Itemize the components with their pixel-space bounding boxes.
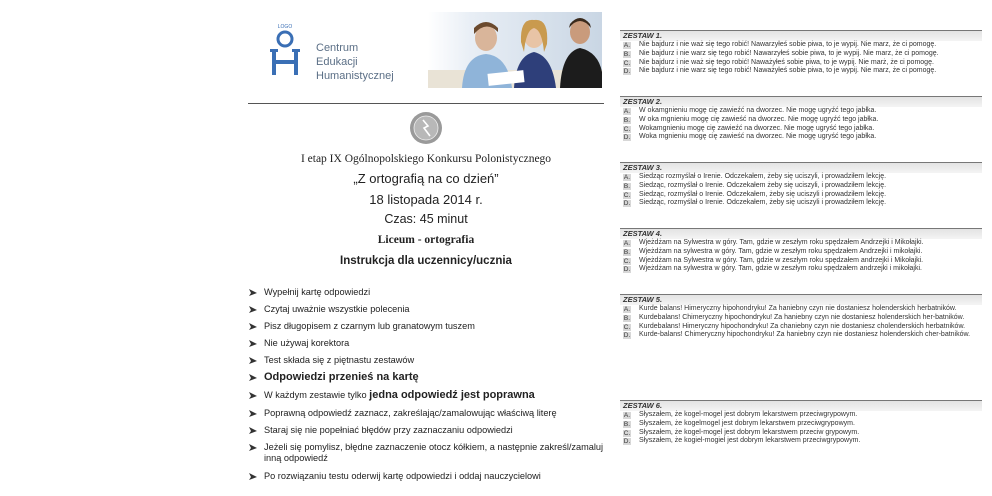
option-letter: D.: [623, 266, 631, 274]
option-text: Siedząc, rozmyślał o Irenie. Odczekałem żeby się uciszyli, i prowadziłem lekcję.: [639, 181, 887, 189]
option-text: Kurdebalans! Chimeryczny hipochondryku! Za haniebny czyn nie dostaniesz holenderskich her-batników.: [639, 313, 965, 321]
instruction-text: Nie używaj korektora: [264, 338, 350, 348]
option-letter: D.: [623, 438, 631, 446]
answer-option[interactable]: [620, 59, 982, 68]
set-label: ZESTAW 2.: [620, 96, 982, 107]
option-text: Wokamgnieniu mogę cię zawieźć na dworzec. Nie mogę ugryść tego jabłka.: [639, 124, 875, 132]
instruction-text: Jeżeli się pomylisz, błędne zaznaczenie otocz kółkiem, a następnie zakreśl/zamaluj inną odpowiedź: [264, 442, 604, 463]
answer-option[interactable]: [620, 331, 982, 340]
answer-option[interactable]: [620, 411, 982, 420]
option-letter: A.: [623, 42, 631, 49]
answer-option[interactable]: [620, 265, 982, 274]
arrow-bullet-icon: [248, 355, 258, 365]
org-name-line: Centrum: [316, 42, 359, 54]
answer-option[interactable]: [620, 314, 982, 323]
answer-option[interactable]: [620, 173, 982, 182]
question-set: [620, 96, 982, 142]
option-letter: C.: [623, 125, 631, 133]
set-label: ZESTAW 3.: [620, 162, 982, 173]
option-text: Siedząc rozmyślał o Irenie. Odczekałem, żeby się uciszyli, i prowadziłem lekcję.: [639, 173, 887, 180]
question-set: [620, 294, 982, 340]
option-text: Siedząc, rozmyślał o Irenie. Odczekałem, żeby się uciszyli i prowadziłem lekcję.: [639, 199, 887, 207]
option-letter: D.: [623, 68, 631, 76]
option-letter: A.: [623, 306, 631, 313]
instruction-heading: Instrukcja dla uczennicy/ucznia: [340, 255, 512, 267]
option-text: Nie bajdurz i nie warz się tego robić! Nawarzyłeś sobie piwa, to je wypij. Nie marz, że ci pomogę.: [639, 49, 939, 57]
option-text: Słyszałem, że kogel-mogel jest dobrym lekarstwem przeciwgrypowym.: [639, 411, 858, 418]
option-letter: A.: [623, 108, 631, 115]
option-letter: C.: [623, 257, 631, 265]
answer-option[interactable]: [620, 420, 982, 429]
question-set: [620, 400, 982, 446]
contest-subtitle: „Z ortografią na co dzień”: [353, 171, 499, 186]
org-name-line: Humanistycznej: [316, 70, 394, 82]
instruction-text: Odpowiedzi przenieś na kartę: [264, 371, 419, 383]
option-text: Woka mgnieniu mogę cię zawieść na dworzec. Nie mogę ugryść tego jabłka.: [639, 133, 877, 141]
arrow-bullet-icon: [248, 287, 258, 297]
arrow-bullet-icon: [248, 408, 258, 418]
set-label: ZESTAW 1.: [620, 30, 982, 41]
option-text: Wjeżdżam na Sylwestra w góry. Tam, gdzie w zeszłym roku spędzałem Andrzejki i Mikołajki.: [639, 239, 924, 246]
title-page: [248, 8, 604, 496]
instruction-text: Test składa się z piętnastu zestawów: [264, 355, 415, 365]
answer-option[interactable]: [620, 50, 982, 59]
option-text: W oka mgnieniu mogę cię zawieść na dworzec. Nie mogę ugryźć tego jabłka.: [639, 115, 879, 123]
option-letter: C.: [623, 429, 631, 437]
org-name: [316, 41, 394, 83]
instruction-text: Czytaj uważnie wszystkie polecenia: [264, 304, 410, 314]
option-text: Nie bajdurz i nie waż się tego robić! Naważyłeś sobie piwa, to je wypij. Nie marż, że ci pomogę.: [639, 58, 934, 66]
students-photo: [428, 12, 602, 88]
ceh-logo-icon: [268, 22, 302, 78]
instruction-text: Poprawną odpowiedź zaznacz, zakreślając/zamalowując właściwą literę: [264, 408, 557, 418]
set-label: ZESTAW 5.: [620, 294, 982, 305]
answer-option[interactable]: [620, 107, 982, 116]
answer-option[interactable]: [620, 133, 982, 142]
contest-title: I etap IX Ogólnopolskiego Konkursu Polonistycznego: [300, 153, 552, 165]
answer-option[interactable]: [620, 199, 982, 208]
option-text: Wjeżdżam na sylwestra w góry. Tam, gdzie w zeszłym roku spędzałem Andrzejki i mikołajki.: [639, 247, 923, 255]
org-name-line: Edukacji: [316, 56, 358, 68]
option-text: Wjeżdżam na sylwestra w góry. Tam, gdzie w zeszłym roku spędzałem andrzejki i mikołajki.: [639, 265, 922, 273]
answer-option[interactable]: [620, 125, 982, 134]
question-page: [620, 30, 982, 496]
instruction-text: Pisz długopisem z czarnym lub granatowym tuszem: [264, 321, 475, 331]
option-letter: B.: [623, 314, 631, 322]
option-text: Siedząc, rozmyślał o Irenie. Odczekałem, żeby się uciszyli i prowadziłem lekcję.: [639, 190, 887, 198]
question-set: [620, 228, 982, 274]
option-text: Nie bajdurz i nie warz się tego robić! Naważyłeś sobie piwa, to je wypij. Nie marz, że ci pomogę.: [639, 67, 937, 75]
contest-level: Liceum - ortografia: [377, 234, 475, 246]
instruction-text-emphasis: jedna odpowiedź jest poprawna: [369, 389, 535, 401]
option-letter: D.: [623, 134, 631, 142]
answer-option[interactable]: [620, 257, 982, 266]
answer-option[interactable]: [620, 182, 982, 191]
option-text: W okamgnieniu mogę cię zawieźć na dworzec. Nie mogę ugryźć tego jabłka.: [639, 107, 877, 114]
option-letter: A.: [623, 240, 631, 247]
header-divider: [248, 103, 604, 104]
option-text: Wjeżdżam na Sylwestra w góry. Tam, gdzie w zeszłym roku spędzałem andrzejki i Mikołajki.: [639, 256, 924, 264]
option-text: Słyszałem, że kogiel-mogiel jest dobrym lekarstwem przeciwgrypowym.: [639, 437, 861, 445]
instruction-text-pre: W każdym zestawie tylko: [264, 390, 370, 400]
instruction-text: Wypełnij kartę odpowiedzi: [264, 287, 371, 297]
instruction-text: Staraj się nie popełniać błędów przy zaznaczaniu odpowiedzi: [264, 425, 513, 435]
arrow-bullet-icon: [248, 338, 258, 348]
contest-duration: Czas: 45 minut: [384, 212, 468, 226]
arrow-bullet-icon: [248, 425, 258, 435]
option-letter: A.: [623, 174, 631, 181]
option-letter: B.: [623, 50, 631, 58]
logo-small-text: LOGO: [277, 24, 293, 30]
answer-option[interactable]: [620, 191, 982, 200]
contest-seal-icon: [409, 111, 443, 145]
option-letter: D.: [623, 332, 631, 340]
option-text: Słyszałem, że kogel-mogel jest dobrym lekarstwem przeciw grypowym.: [639, 428, 860, 436]
option-letter: D.: [623, 200, 631, 208]
arrow-bullet-icon: [248, 372, 258, 382]
option-letter: B.: [623, 182, 631, 190]
answer-option[interactable]: [620, 239, 982, 248]
contest-date: 18 listopada 2014 r.: [369, 192, 483, 207]
answer-option[interactable]: [620, 248, 982, 257]
option-letter: C.: [623, 191, 631, 199]
option-letter: B.: [623, 420, 631, 428]
arrow-bullet-icon: [248, 471, 258, 481]
answer-option[interactable]: [620, 116, 982, 125]
option-letter: B.: [623, 116, 631, 124]
set-label: ZESTAW 6.: [620, 400, 982, 411]
option-letter: A.: [623, 412, 631, 419]
answer-option[interactable]: [620, 67, 982, 76]
answer-option[interactable]: [620, 429, 982, 438]
option-text: Kurde-balans! Chimeryczny hipochondryku! Za haniebny czyn nie dostaniesz holenderskich cher-batników.: [639, 331, 971, 339]
option-letter: B.: [623, 248, 631, 256]
answer-option[interactable]: [620, 41, 982, 50]
arrow-bullet-icon: [248, 304, 258, 314]
question-set: [620, 162, 982, 208]
option-text: Kurdebalans! Himeryczny hipochondryku! Za chaniebny czyn nie dostaniesz cholenderskich herbatników.: [639, 322, 966, 330]
arrow-bullet-icon: [248, 321, 258, 331]
option-text: Słyszałem, że kogelmogel jest dobrym lekarstwem przeciwgrypowym.: [639, 419, 855, 427]
arrow-bullet-icon: [248, 390, 258, 400]
option-letter: C.: [623, 59, 631, 67]
arrow-bullet-icon: [248, 442, 258, 452]
instruction-text: Po rozwiązaniu testu oderwij kartę odpowiedzi i oddaj nauczycielowi: [264, 471, 541, 481]
question-set: [620, 30, 982, 76]
option-text: Nie bajdurz i nie waż się tego robić! Nawarzyłeś sobie piwa, to je wypij. Nie marz, że ci pomogę.: [639, 41, 937, 48]
option-letter: C.: [623, 323, 631, 331]
instruction-text: [264, 390, 604, 401]
answer-option[interactable]: [620, 323, 982, 332]
answer-option[interactable]: [620, 305, 982, 314]
option-text: Kurde balans! Himeryczny hipohondryku! Za haniebny czyn nie dostaniesz holenderskich herbatników.: [639, 305, 957, 312]
answer-option[interactable]: [620, 437, 982, 446]
set-label: ZESTAW 4.: [620, 228, 982, 239]
ceh-logo: [268, 22, 418, 82]
